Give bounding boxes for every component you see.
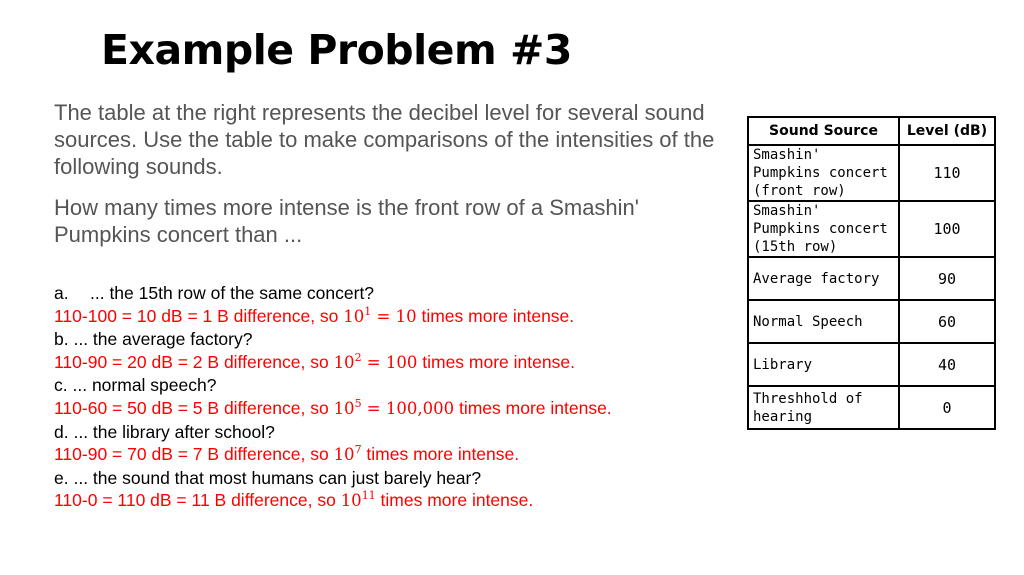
decibel-table bbox=[747, 116, 996, 430]
sound-source-cell: Threshhold of hearing bbox=[748, 386, 899, 429]
question-c bbox=[54, 374, 744, 397]
power-exponent: 2 bbox=[354, 350, 362, 364]
table-row bbox=[748, 300, 995, 343]
table-row bbox=[748, 257, 995, 300]
power-result: = 10 bbox=[371, 306, 417, 326]
power-expression bbox=[333, 350, 418, 372]
level-cell: 100 bbox=[899, 201, 995, 257]
answer-b bbox=[54, 351, 744, 375]
table-row bbox=[748, 343, 995, 386]
answer-text: 110-90 = 20 dB = 2 B difference, so bbox=[54, 351, 334, 372]
power-expression bbox=[341, 491, 376, 510]
sound-source-cell: Smashin' Pumpkins concert (15th row) bbox=[748, 201, 899, 257]
power-expression bbox=[343, 304, 417, 326]
level-cell: 60 bbox=[899, 300, 995, 343]
intro-paragraph-1: The table at the right represents the decibel level for several sound sources. Use the table to make comparisons of the intensities of the following sounds. bbox=[54, 100, 715, 179]
answer-suffix: times more intense. bbox=[454, 397, 612, 418]
answer-text: 110-100 = 10 dB = 1 B difference, so bbox=[54, 305, 344, 326]
power-exponent: 11 bbox=[361, 489, 376, 503]
level-cell: 0 bbox=[899, 386, 995, 429]
intro-text bbox=[54, 99, 734, 262]
answer-e bbox=[54, 489, 744, 513]
table-header-row bbox=[748, 117, 995, 145]
answer-suffix: times more intense. bbox=[416, 305, 575, 326]
question-letter: d. bbox=[54, 421, 69, 442]
power-result: = 100,000 bbox=[361, 398, 455, 418]
answer-text: 110-60 = 50 dB = 5 B difference, so bbox=[54, 397, 334, 418]
level-cell: 90 bbox=[899, 257, 995, 300]
table-row bbox=[748, 145, 995, 201]
power-exponent: 1 bbox=[364, 304, 372, 318]
question-letter: c. bbox=[54, 375, 68, 396]
header-level: Level (dB) bbox=[899, 117, 995, 145]
question-letter: a. bbox=[54, 283, 69, 303]
intro-paragraph-2: How many times more intense is the front row of a Smashin' Pumpkins concert than ... bbox=[54, 195, 639, 247]
question-e bbox=[54, 467, 744, 490]
power-expression bbox=[333, 396, 455, 418]
power-base: 10 bbox=[340, 491, 362, 511]
question-d bbox=[54, 421, 744, 444]
power-base: 10 bbox=[333, 352, 355, 372]
answer-text: 110-0 = 110 dB = 11 B difference, so bbox=[54, 490, 341, 511]
table-row bbox=[748, 386, 995, 429]
power-base: 10 bbox=[343, 306, 365, 326]
question-text: ... the sound that most humans can just barely hear? bbox=[73, 467, 482, 488]
power-result: = 100 bbox=[361, 352, 418, 372]
power-exponent: 7 bbox=[354, 443, 362, 457]
power-base: 10 bbox=[333, 398, 355, 418]
question-text: ... the 15th row of the same concert? bbox=[90, 283, 375, 303]
answer-d bbox=[54, 443, 744, 467]
level-cell: 40 bbox=[899, 343, 995, 386]
question-text: ... the library after school? bbox=[73, 421, 275, 442]
question-a bbox=[54, 282, 744, 305]
sound-source-cell: Smashin' Pumpkins concert (front row) bbox=[748, 145, 899, 201]
answer-suffix: times more intense. bbox=[361, 444, 520, 465]
slide-title: Example Problem #3 bbox=[101, 26, 572, 74]
power-expression bbox=[334, 445, 362, 464]
answer-c bbox=[54, 397, 744, 421]
power-base: 10 bbox=[333, 445, 355, 465]
power-exponent: 5 bbox=[354, 396, 362, 410]
table-row bbox=[748, 201, 995, 257]
sound-source-cell: Average factory bbox=[748, 257, 899, 300]
answer-a bbox=[54, 305, 744, 329]
sound-source-cell: Normal Speech bbox=[748, 300, 899, 343]
question-text: ... normal speech? bbox=[72, 375, 217, 396]
answer-suffix: times more intense. bbox=[375, 490, 534, 511]
level-cell: 110 bbox=[899, 145, 995, 201]
problem-list bbox=[54, 282, 744, 513]
answer-text: 110-90 = 70 dB = 7 B difference, so bbox=[54, 444, 334, 465]
header-sound-source: Sound Source bbox=[748, 117, 899, 145]
question-letter: b. bbox=[54, 329, 69, 350]
answer-suffix: times more intense. bbox=[417, 351, 575, 372]
question-letter: e. bbox=[54, 467, 69, 488]
sound-source-cell: Library bbox=[748, 343, 899, 386]
question-b bbox=[54, 328, 744, 351]
question-text: ... the average factory? bbox=[73, 329, 253, 350]
